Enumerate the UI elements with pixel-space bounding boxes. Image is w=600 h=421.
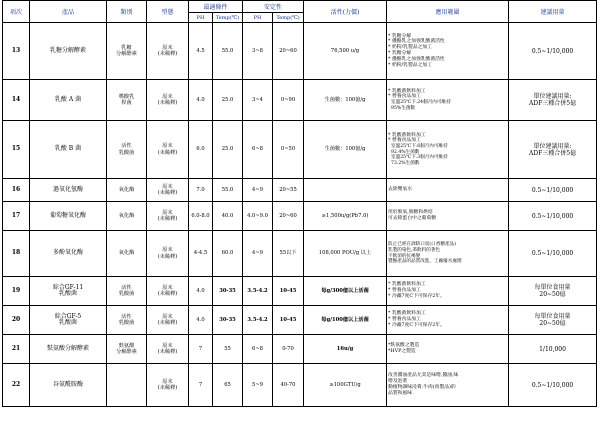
header-dosage: 建議用量 <box>509 1 597 23</box>
header-stab-temp: Temp(℃) <box>273 13 304 23</box>
product-name: 過氧化氫酶 <box>30 179 107 202</box>
form-line: 原末 <box>162 143 173 150</box>
product-line: 綜合GF-11 <box>52 283 84 291</box>
form <box>147 202 189 231</box>
app-line: 乳製的染色,茶飲料的著色 <box>388 247 441 253</box>
product-name: 麩氨酸分解酵素 <box>30 335 107 364</box>
table-row <box>3 80 597 121</box>
stab-ph: 4.0~9.0 <box>243 202 273 231</box>
form <box>147 231 189 277</box>
dosage-line: ADF三種合併5億 <box>528 149 577 157</box>
stab-temp: 0~90 <box>273 80 304 121</box>
dosage <box>509 179 597 202</box>
app-line: 製酪產品的品質改進、工廠廢水處理 <box>388 259 462 265</box>
opt-temp: 55.0 <box>213 23 243 80</box>
stab-ph: 3~4 <box>243 80 273 121</box>
stab-temp: 0-70 <box>273 335 304 364</box>
form-line: 原末 <box>162 93 173 100</box>
product-name: 乳酸 B 菌 <box>30 121 107 179</box>
dosage <box>509 364 597 407</box>
opt-ph: 4.5 <box>189 23 213 80</box>
form-line: 原末 <box>162 284 173 291</box>
applications <box>387 179 509 202</box>
form-line: 原末 <box>162 247 173 254</box>
form-line: 原末 <box>162 342 173 349</box>
opt-ph: 7 <box>189 364 213 407</box>
app-line: * 奶粉/乳製品之加工 <box>388 45 432 51</box>
category-line: 麩氨酸 <box>118 342 135 349</box>
form <box>147 80 189 121</box>
stab-ph: 4~9 <box>243 231 273 277</box>
app-line: * 營養食品加工 <box>388 288 421 294</box>
stab-temp: 0~50 <box>273 121 304 179</box>
form-line: 原末 <box>162 183 173 190</box>
product-name <box>30 277 107 306</box>
app-line: * 乳酸菌飲料加工 <box>388 282 426 288</box>
activity: ≥100GTU/g <box>304 364 387 407</box>
stab-ph: 3.5-4.2 <box>243 306 273 335</box>
opt-temp: 55.0 <box>213 179 243 202</box>
product-name: 葡萄糖氧化酶 <box>30 202 107 231</box>
opt-ph: 7 <box>189 335 213 364</box>
dosage-line: 0.5~1/10,000 <box>531 186 574 194</box>
activity: 76,500 u/g <box>304 23 387 80</box>
header-opt-temp: Temp(℃) <box>213 13 243 23</box>
activity: ≥1,500u/g(Pb7.0) <box>304 202 387 231</box>
category <box>107 306 147 335</box>
form <box>147 121 189 179</box>
form <box>147 306 189 335</box>
applications <box>387 335 509 364</box>
category <box>107 364 147 407</box>
product-name: 多酚氧化酶 <box>30 231 107 277</box>
row-no: 22 <box>3 364 30 407</box>
category-line: 分解酵素 <box>116 51 137 57</box>
form <box>147 23 189 80</box>
app-line: 可去除蛋白中之葡萄糖 <box>388 216 437 221</box>
applications <box>387 80 509 121</box>
app-line: 改善醬油產品尤其是味噌,醬油,味 <box>388 373 459 379</box>
dosage-line: 0.5~1/10,000 <box>531 381 574 389</box>
dosage <box>509 231 597 277</box>
enzyme-spec-table <box>2 0 597 407</box>
header-category: 類別 <box>107 1 147 23</box>
dosage-line: 0.5~1/10,000 <box>531 212 574 220</box>
category <box>107 277 147 306</box>
table-row <box>3 231 597 277</box>
activity: 生菌數：100億/g <box>304 80 387 121</box>
category-line: 乳酸菌 <box>118 291 135 297</box>
opt-ph: 7.0 <box>189 179 213 202</box>
app-line: * 優酪乳之加強乳酸菌活性 <box>388 56 445 62</box>
table-row <box>3 202 597 231</box>
opt-temp: 65 <box>213 364 243 407</box>
dosage-line: 20~50億 <box>539 320 566 327</box>
dosage-line: 單位建議用量: <box>533 142 572 150</box>
row-no: 19 <box>3 277 30 306</box>
form <box>147 179 189 202</box>
app-line: 用於脫氧,脫糖和烘焙 <box>388 210 433 216</box>
applications <box>387 202 509 231</box>
category <box>107 231 147 277</box>
activity: 108,000 POU/g 以上 <box>304 231 387 277</box>
form-line: (未稀釋) <box>157 190 178 196</box>
app-line: 73.2%生菌數 <box>391 160 420 166</box>
header-optimal: 最適條件 <box>189 1 243 13</box>
applications <box>387 231 509 277</box>
app-line: * 營養食品加工 <box>388 94 421 100</box>
activity: 每g/100億以上活菌 <box>304 306 387 335</box>
app-line: * 奶粉/乳製品之加工 <box>388 62 432 68</box>
activity <box>304 179 387 202</box>
stab-temp: 10-45 <box>273 277 304 306</box>
category-line: 氧化酶 <box>118 186 135 193</box>
header-row <box>3 1 597 13</box>
dosage-line: 每單位食用量 <box>534 284 571 291</box>
app-line: 動植物調味浸膏,牛肉(肉製品)的 <box>388 385 456 390</box>
form-line: 原末 <box>162 378 173 385</box>
row-no: 18 <box>3 231 30 277</box>
app-line: 不飲須的抗褐變 <box>388 253 421 259</box>
opt-temp: 60.0 <box>213 231 243 277</box>
app-line: * 優酪乳之加強乳酸菌活性 <box>388 39 445 45</box>
dosage-line: 0.5~1/10,000 <box>531 250 574 257</box>
category-line: 乳酸菌 <box>118 149 135 156</box>
app-line: * 乳糖分解 <box>388 33 412 39</box>
category <box>107 80 147 121</box>
opt-ph: 6.0-8.0 <box>189 202 213 231</box>
opt-temp: 25.0 <box>213 80 243 121</box>
dosage <box>509 23 597 80</box>
table-row <box>3 335 597 364</box>
row-no: 20 <box>3 306 30 335</box>
category-line: 活性 <box>121 284 132 291</box>
row-no: 17 <box>3 202 30 231</box>
product-name: 乳糖分解酵素 <box>30 23 107 80</box>
form <box>147 364 189 407</box>
dosage <box>509 277 597 306</box>
app-line: 室溫25℃下.3個月內可維持 <box>391 155 448 161</box>
table-row <box>3 364 597 407</box>
stab-temp: 55以下 <box>273 231 304 277</box>
category-line: 氧化酶 <box>118 250 135 257</box>
table-row <box>3 121 597 179</box>
table-row <box>3 277 597 306</box>
app-line: * 營養食品加工 <box>388 317 421 323</box>
form-line: (未稀釋) <box>157 349 178 355</box>
category-line: 分解酵素 <box>116 349 137 355</box>
form-line: (未稀釋) <box>157 291 178 297</box>
category-line: 活性 <box>121 143 132 150</box>
stab-ph: 3~8 <box>243 23 273 80</box>
header-opt-ph: PH <box>189 13 213 23</box>
dosage <box>509 335 597 364</box>
dosage-line: 0.5~1/10,000 <box>531 47 574 55</box>
row-no: 21 <box>3 335 30 364</box>
opt-temp: 30-35 <box>213 277 243 306</box>
stab-temp: 20~55 <box>273 179 304 202</box>
table-row <box>3 306 597 335</box>
app-line: * 乳酸菌飲料加工 <box>388 132 426 138</box>
dosage-line: 單位建議用量: <box>533 93 572 100</box>
stab-temp: 40-70 <box>273 364 304 407</box>
activity: 生菌數：100億/g <box>304 121 387 179</box>
applications <box>387 364 509 407</box>
dosage <box>509 202 597 231</box>
opt-ph: 4.0 <box>189 277 213 306</box>
form <box>147 277 189 306</box>
form-line: (未稀釋) <box>157 149 178 156</box>
applications <box>387 306 509 335</box>
row-no: 15 <box>3 121 30 179</box>
stab-temp: 10-45 <box>273 306 304 335</box>
category <box>107 335 147 364</box>
opt-ph: 6.0 <box>189 121 213 179</box>
app-line: * 乳酸菌飲料加工 <box>388 311 426 317</box>
header-stability: 安定性 <box>243 1 304 13</box>
app-line: * 冷藏7度C下可保存2年。 <box>388 322 445 328</box>
dosage-line: 1/10,000 <box>539 345 566 353</box>
applications <box>387 23 509 80</box>
form <box>147 335 189 364</box>
stab-temp: 20~60 <box>273 23 304 80</box>
category-line: 嗜酸乳 <box>118 93 135 100</box>
stab-ph: 6~8 <box>243 335 273 364</box>
activity: 每g/300億以上活菌 <box>304 277 387 306</box>
form-line: 原末 <box>162 44 173 51</box>
form-line: (未稀釋) <box>157 216 178 222</box>
app-line: 噌及泡菜 <box>388 379 408 385</box>
header-applications: 應用範圍 <box>387 1 509 23</box>
dosage <box>509 80 597 121</box>
stab-ph: 6~8 <box>243 121 273 179</box>
form-line: (未稀釋) <box>157 320 178 326</box>
dosage <box>509 306 597 335</box>
table-row <box>3 23 597 80</box>
app-line: 防止已經在酒缺口臭(口香糖產品) <box>388 242 456 248</box>
app-line: 室溫25℃下.24個月內可維持 <box>391 100 451 106</box>
row-no: 14 <box>3 80 30 121</box>
opt-ph: 4.0 <box>189 80 213 121</box>
product-name: 乳酸 A 菌 <box>30 80 107 121</box>
category-line: 氧化酶 <box>118 212 135 219</box>
header-stab-ph: PH <box>243 13 273 23</box>
stab-ph: 5~9 <box>243 364 273 407</box>
app-line: * 乳酸菌飲料加工 <box>388 88 426 94</box>
product-line: 綜合GF-5 <box>54 312 82 320</box>
app-line: * 冷藏7度C下可保存2年。 <box>388 293 445 299</box>
category-line: 桿菌 <box>121 100 132 106</box>
app-line: 92.4%生菌數 <box>391 149 420 155</box>
opt-temp: 30-35 <box>213 306 243 335</box>
table-row <box>3 179 597 202</box>
header-activity: 活性(力價) <box>304 1 387 23</box>
category <box>107 202 147 231</box>
stab-temp: 20~60 <box>273 202 304 231</box>
product-line: 乳酸菌 <box>58 319 77 326</box>
category <box>107 23 147 80</box>
header-no: 項次 <box>3 1 30 23</box>
app-line: 室溫25℃下.6個月內可維持 <box>391 144 448 150</box>
form-line: 原末 <box>162 313 173 320</box>
app-line: *麩氨酸之製造 <box>388 343 420 349</box>
app-line: * 營養食品加工 <box>388 138 421 144</box>
activity: 16u/g <box>304 335 387 364</box>
stab-ph: 4~9 <box>243 179 273 202</box>
header-form: 型態 <box>147 1 189 23</box>
dosage-line: 20~50億 <box>539 291 566 298</box>
form-line: 原末 <box>162 209 173 216</box>
row-no: 13 <box>3 23 30 80</box>
product-name: 谷氨酰胺酶 <box>30 364 107 407</box>
category-line: 活性 <box>121 313 132 320</box>
dosage-line: ADF三種合併5億 <box>528 100 577 107</box>
stab-ph: 3.5-4.2 <box>243 277 273 306</box>
category <box>107 121 147 179</box>
app-line: *HVP之製造 <box>388 349 416 354</box>
header-product: 產品 <box>30 1 107 23</box>
applications <box>387 121 509 179</box>
applications <box>387 277 509 306</box>
product-line: 乳酸菌 <box>58 290 77 297</box>
category-line: 乳酸菌 <box>118 320 135 326</box>
form-line: (未稀釋) <box>157 51 178 57</box>
opt-temp: 25.0 <box>213 121 243 179</box>
app-line: 95%生菌數 <box>391 105 416 111</box>
opt-ph: 4.0 <box>189 306 213 335</box>
dosage <box>509 121 597 179</box>
category-line: 乳糖 <box>121 44 132 51</box>
category <box>107 179 147 202</box>
app-line: 去除雙氧水 <box>388 187 413 193</box>
opt-ph: 4-4.5 <box>189 231 213 277</box>
app-line: * 乳糖分解 <box>388 51 412 56</box>
product-name <box>30 306 107 335</box>
dosage-line: 每單位食用量 <box>534 313 571 320</box>
form-line: (未稀釋) <box>157 385 178 391</box>
row-no: 16 <box>3 179 30 202</box>
form-line: (未稀釋) <box>157 100 178 106</box>
form-line: (未稀釋) <box>157 253 178 260</box>
opt-temp: 55 <box>213 335 243 364</box>
opt-temp: 40.0 <box>213 202 243 231</box>
app-line: 品質和風味 <box>388 390 413 396</box>
